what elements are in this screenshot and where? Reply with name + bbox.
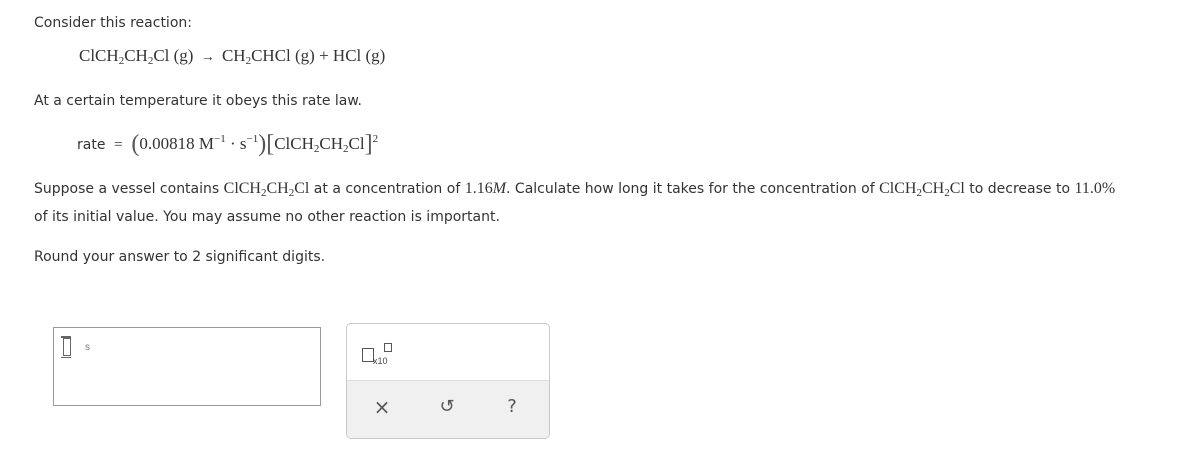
scientific-notation-button[interactable] bbox=[362, 340, 398, 368]
x10-label: x10 bbox=[373, 356, 388, 366]
answer-input[interactable] bbox=[53, 327, 321, 406]
plus-sign: + bbox=[319, 46, 329, 65]
product-vinyl-chloride: $CH_2CHCl$ (g) bbox=[221, 46, 315, 67]
prompt-line-1: Suppose a vessel contains $ClCH_2CH_2Cl$ at a concentration of 1.16M. Calculate how long it takes for the concentration of $ClCH_2CH_2Cl$ to decrease to 11.0% bbox=[34, 180, 1116, 199]
answer-cursor-field[interactable] bbox=[63, 338, 71, 356]
undo-icon[interactable]: ↺ bbox=[439, 396, 455, 417]
concentration-value: 1.16M bbox=[464, 180, 507, 197]
exponent-box-icon bbox=[384, 343, 392, 352]
rate-law bbox=[77, 131, 379, 157]
percent-value: 11.0% bbox=[1074, 180, 1116, 197]
rate-label: rate bbox=[77, 137, 106, 153]
reaction-equation bbox=[79, 46, 385, 66]
equals-sign: = bbox=[114, 137, 123, 153]
rate-law-intro: At a certain temperature it obeys this rate law. bbox=[34, 93, 362, 109]
rounding-instruction: Round your answer to 2 significant digits. bbox=[34, 249, 326, 265]
reaction-arrow: → bbox=[200, 50, 215, 65]
question-intro: Consider this reaction: bbox=[34, 15, 192, 31]
species-formula: $ClCH_2CH_2Cl$ bbox=[223, 180, 310, 199]
help-icon[interactable]: ? bbox=[507, 396, 517, 417]
clear-icon[interactable]: × bbox=[373, 395, 391, 419]
answer-unit: s bbox=[85, 342, 90, 353]
rate-constant: (0.00818 $M^{-1}$ · $s^{-1})[ClCH_2CH_2Cl]^2$ bbox=[131, 131, 379, 157]
product-hcl: HCl (g) bbox=[332, 46, 386, 65]
species-formula-2: $ClCH_2CH_2Cl$ bbox=[879, 180, 965, 199]
reactant: $ClCH_2CH_2Cl$ (g) bbox=[79, 46, 194, 67]
prompt-line-2: of its initial value. You may assume no other reaction is important. bbox=[34, 209, 500, 225]
math-tool-panel bbox=[346, 323, 550, 439]
